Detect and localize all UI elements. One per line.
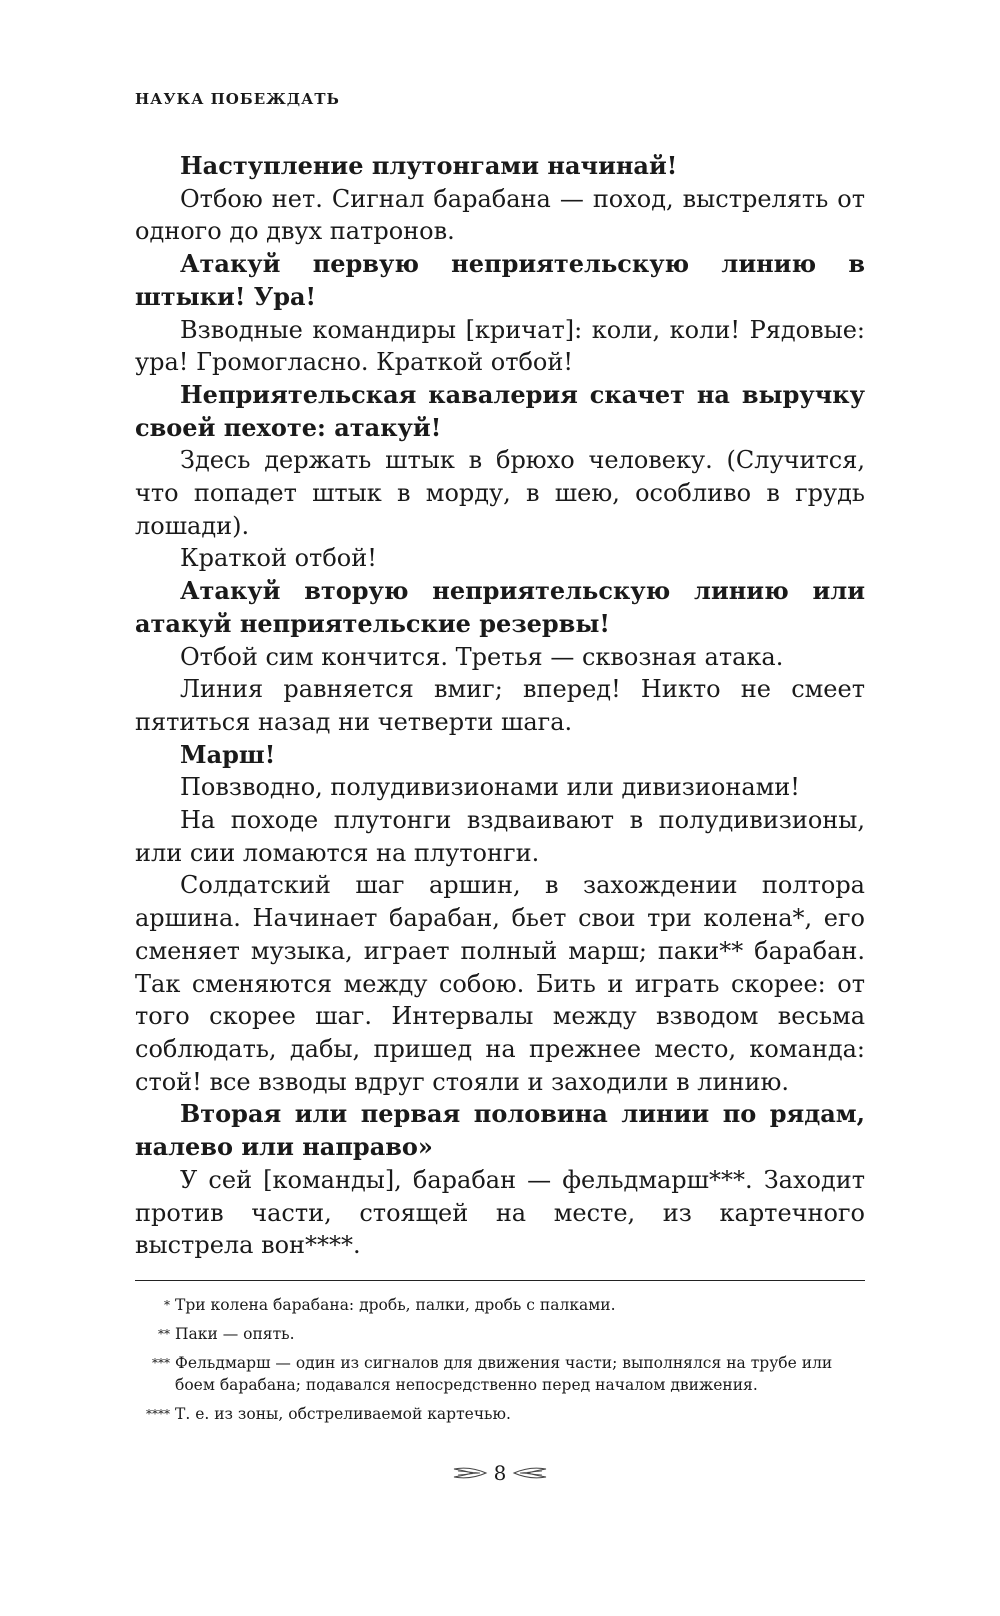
feather-right-icon [512,1466,548,1480]
paragraph: Взводные командиры [кричат]: коли, коли! Рядовые: ура! Громогласно. Краткой отбой! [135,315,865,377]
page-number: 8 [493,1461,507,1485]
footnote [135,1323,865,1345]
paragraph: На походе плутонги вздваивают в полудивизионы, или сии ломаются на плутонги. [135,806,865,867]
paragraph: Повзводно, полудивизионами или дивизионами! [180,773,800,802]
footnote [135,1294,865,1316]
paragraph: Вторая или первая половина линии по рядам, налево или направо» [135,1099,865,1162]
footnote-text: Фельдмарш — один из сигналов для движения части; выполнялся на трубе или боем барабана; подавался непосредственно перед началом движения. [175,1354,833,1394]
paragraph: Атакуй первую неприятельскую линию в штыки! Ура! [135,249,865,311]
footnote-text: Т. е. из зоны, обстреливаемой картечью. [175,1405,511,1423]
footnote [135,1403,865,1425]
paragraph: Отбою нет. Сигнал барабана — поход, выстрелять от одного до двух патронов. [135,184,865,246]
paragraph: Отбой сим кончится. Третья — сквозная атака. [180,642,784,671]
footnote [135,1352,865,1396]
paragraph: Краткой отбой! [180,544,377,573]
paragraph: Солдатский шаг аршин, в захождении полтора аршина. Начинает барабан, бьет свои три колена*, его сменяет музыка, играет полный марш; паки** барабан. Так сменяются между собою. Бить и играть скорее: от того скорее шаг. Интервалы между взводом весьма соблюдать, дабы, пришед на прежнее место, команда: стой! все взводы вдруг стояли и заходили в линию. [135,871,865,1096]
paragraph: Наступление плутонгами начинай! [180,151,678,180]
footnote-mark: * [164,1298,170,1312]
footnote-text: Паки — опять. [175,1325,295,1343]
main-text [135,150,865,1262]
running-head: НАУКА ПОБЕЖДАТЬ [135,90,340,108]
paragraph: Марш! [180,739,276,769]
paragraph: Атакуй вторую неприятельскую линию или атакуй неприятельские резервы! [135,576,865,638]
footnote-mark: ** [158,1327,170,1341]
footnote-text: Три колена барабана: дробь, палки, дробь с палками. [175,1296,616,1314]
paragraph: Неприятельская кавалерия скачет на выручку своей пехоте: атакуй! [135,379,865,442]
paragraph: Здесь держать штык в брюхо человеку. (Случится, что попадет штык в морду, в шею, особливо в грудь лошади). [135,446,865,540]
feather-left-icon [452,1466,488,1480]
footnote-mark: *** [152,1356,170,1370]
footnote-mark: **** [146,1407,170,1421]
footnote-divider [135,1280,865,1281]
page-footer [450,1458,550,1488]
paragraph: У сей [команды], барабан — фельдмарш***. Заходит против части, стоящей на месте, из картечного выстрела вон****. [135,1165,865,1260]
footnotes [135,1294,865,1432]
paragraph: Линия равняется вмиг; вперед! Никто не смеет пятиться назад ни четверти шага. [135,675,865,736]
